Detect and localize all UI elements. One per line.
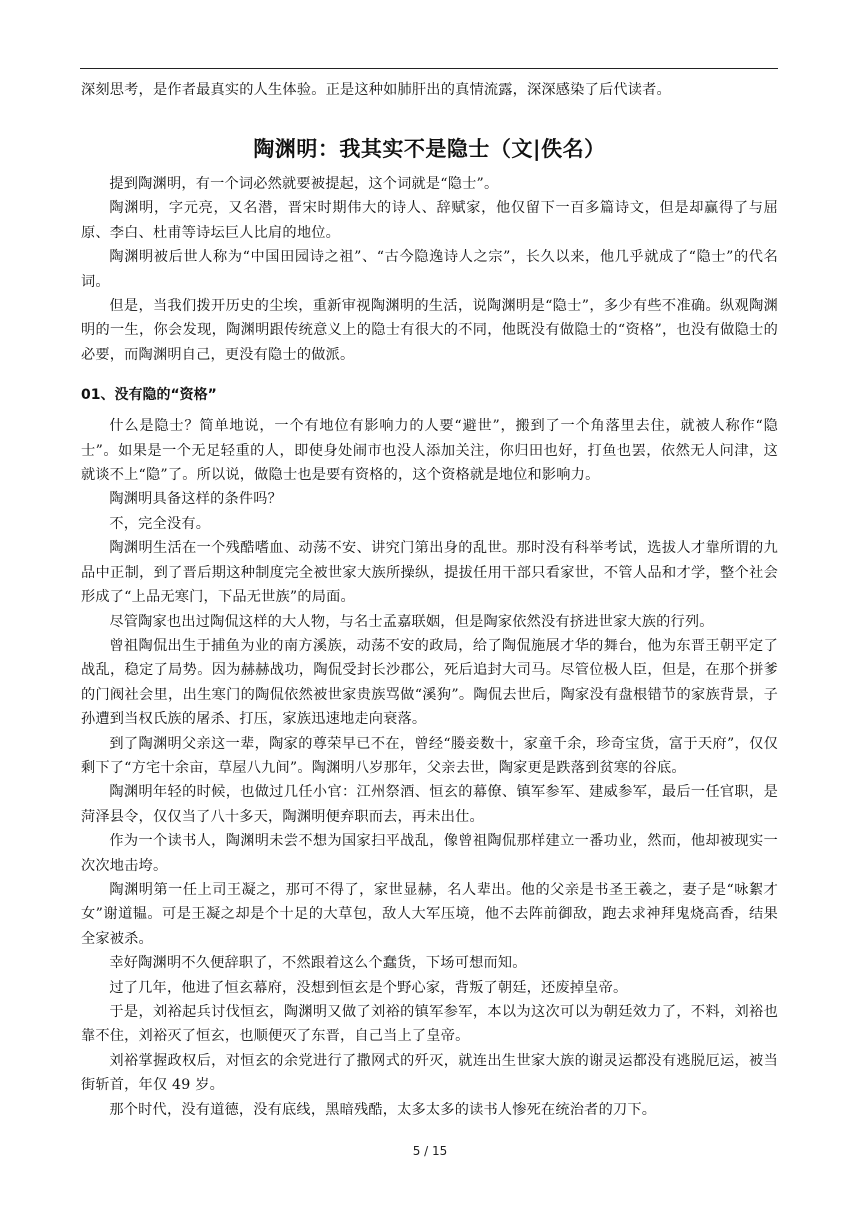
body-paragraph: 到了陶渊明父亲这一辈，陶家的尊荣早已不在，曾经“媵妾数十，家童千余，珍奇宝货，富于天府”，仅仅剩下了“方宅十余亩，草屋八九间”。陶渊明八岁那年，父亲去世，陶家更是跌落到贫寒的谷底。: [81, 735, 778, 776]
article-title: 陶渊明：我其实不是隐士（文|佚名）: [253, 137, 606, 161]
body-paragraph: 作为一个读书人，陶渊明未尝不想为国家扫平战乱，像曾祖陶侃那样建立一番功业，然而，他却被现实一次次地击垮。: [81, 833, 778, 874]
body-paragraph: 过了几年，他进了恒玄幕府，没想到恒玄是个野心家，背叛了朝廷，还废掉皇帝。: [109, 979, 628, 996]
body-paragraph: 刘裕掌握政权后，对恒玄的余党进行了撒网式的歼灭，就连出生世家大族的谢灵运都没有逃脱厄运，被当街斩首，年仅 49 岁。: [81, 1052, 778, 1094]
page-number: 5 / 15: [412, 1144, 448, 1158]
intro-paragraph: 提到陶渊明，有一个词必然就要被提起，这个词就是“隐士”。: [109, 176, 499, 192]
intro-paragraph: 陶渊明被后世人称为“中国田园诗之祖”、“古今隐逸诗人之宗”，长久以来，他几乎就成了“隐士”的代名词。: [81, 249, 778, 290]
body-paragraph: 尽管陶家也出过陶侃这样的大人物，与名士孟嘉联姻，但是陶家依然没有挤进世家大族的行列。: [109, 613, 714, 630]
body-paragraph: 陶渊明第一任上司王凝之，那可不得了，家世显赫，名人辈出。他的父亲是书圣王羲之，妻子是“咏絮才女”谢道韫。可是王凝之却是个十足的大草包，敌人大军压境，他不去阵前御敌，跑去求神拜鬼烧高香，结果全家被杀。: [81, 881, 778, 947]
lead-paragraph: 深刻思考，是作者最真实的人生体验。正是这种如肺肝出的真情流露，深深感染了后代读者。: [81, 82, 671, 98]
body-paragraph: 那个时代，没有道德，没有底线，黑暗残酷，太多太多的读书人惨死在统治者的刀下。: [109, 1101, 657, 1118]
body-paragraph: 陶渊明具备这样的条件吗？: [109, 491, 283, 508]
body-paragraph: 曾祖陶侃出生于捕鱼为业的南方溪族，动荡不安的政局，给了陶侃施展才华的舞台，他为东晋王朝平定了战乱，稳定了局势。因为赫赫战功，陶侃受封长沙郡公，死后追封大司马。尽管位极人臣，但是，在那个拼爹的门阀社会里，出生寒门的陶侃依然被世家贵族骂做“溪狗”。陶侃去世后，陶家没有盘根错节的家族背景，子孙遭到当权氏族的屠杀、打压，家族迅速地走向衰落。: [81, 637, 778, 728]
header-rule: [80, 68, 778, 69]
page-content: [81, 78, 778, 1122]
section-heading: 01、没有隐的“资格”: [81, 387, 217, 404]
body-paragraph: 于是，刘裕起兵讨伐恒玄，陶渊明又做了刘裕的镇军参军，本以为这次可以为朝廷效力了，不料，刘裕也靠不住，刘裕灭了恒玄，也顺便灭了东晋，自己当上了皇帝。: [81, 1004, 778, 1045]
body-paragraph: 不，完全没有。: [109, 515, 211, 532]
body-paragraph: 什么是隐士？简单地说，一个有地位有影响力的人要“避世”，搬到了一个角落里去住，就被人称作“隐士”。如果是一个无足轻重的人，即使身处闹市也没人添加关注，你归田也好，打鱼也罢，依然无人问津，这就谈不上“隐”了。所以说，做隐士也是要有资格的，这个资格就是地位和影响力。: [81, 418, 778, 484]
body-paragraph: 陶渊明生活在一个残酷嗜血、动荡不安、讲究门第出身的乱世。那时没有科举考试，选拔人才靠所谓的九品中正制，到了晋后期这种制度完全被世家大族所操纵，提拔任用干部只看家世，不管人品和才学，整个社会形成了“上品无寒门，下品无世族”的局面。: [81, 540, 778, 606]
body-paragraph: 幸好陶渊明不久便辞职了，不然跟着这么个蠢货，下场可想而知。: [109, 955, 527, 972]
body-paragraph: 陶渊明年轻的时候，也做过几任小官：江州祭酒、恒玄的幕僚、镇军参军、建威参军，最后一任官职，是菏泽县令，仅仅当了八十多天，陶渊明便弃职而去，再未出仕。: [81, 784, 778, 825]
intro-paragraph: 但是，当我们拨开历史的尘埃，重新审视陶渊明的生活，说陶渊明是“隐士”，多少有些不准确。纵观陶渊明的一生，你会发现，陶渊明跟传统意义上的隐士有很大的不同，他既没有做隐士的“资格”，也没有做隐士的必要，而陶渊明自己，更没有隐士的做派。: [81, 298, 778, 363]
intro-paragraph: 陶渊明，字元亮，又名潜，晋宋时期伟大的诗人、辞赋家，他仅留下一百多篇诗文，但是却赢得了与屈原、李白、杜甫等诗坛巨人比肩的地位。: [81, 200, 778, 241]
